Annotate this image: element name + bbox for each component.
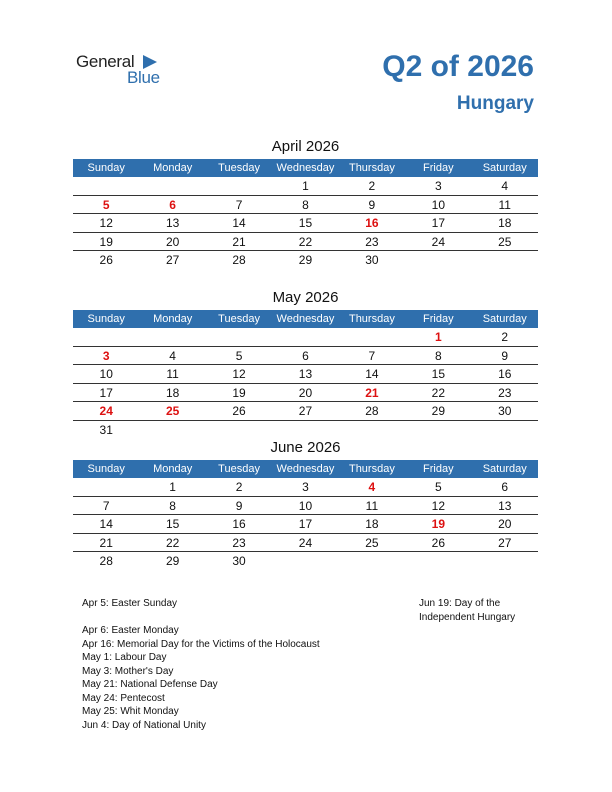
weekday-header-row (73, 159, 538, 177)
day-cell: 21 (232, 234, 246, 249)
holiday-note: May 1: Labour Day (82, 652, 167, 663)
day-cell: 29 (431, 404, 445, 418)
weekday-label: Wednesday (276, 463, 335, 475)
day-cell: 18 (498, 216, 512, 230)
holiday-note (82, 611, 320, 625)
day-cell (139, 421, 205, 439)
weekday-label: Saturday (482, 463, 527, 475)
day-cell: 27 (298, 404, 313, 418)
day-cell: 9 (501, 348, 509, 363)
day-cell: 6 (169, 197, 176, 212)
day-cell: 22 (298, 234, 313, 249)
day-cell (272, 328, 338, 346)
day-cell: 24 (431, 234, 445, 249)
week-row (73, 552, 538, 570)
logo-flag-icon (143, 55, 157, 69)
day-cell: 5 (235, 348, 243, 363)
day-cell: 19 (232, 385, 246, 400)
day-cell: 7 (368, 348, 376, 363)
day-cell (339, 421, 405, 439)
day-cell: 3 (102, 348, 110, 363)
weekday-label: Sunday (87, 162, 125, 174)
day-cell: 2 (368, 179, 376, 193)
day-cell: 28 (365, 404, 379, 418)
day-cell: 1 (169, 480, 176, 494)
month-calendar (73, 287, 538, 438)
day-cell (73, 177, 139, 195)
holiday-notes-left (82, 597, 320, 732)
weekday-label: Wednesday (276, 162, 335, 174)
day-cell (272, 421, 338, 439)
day-cell: 21 (365, 385, 379, 400)
weekday-header-row (73, 460, 538, 478)
day-cell: 21 (99, 535, 113, 550)
day-cell (472, 421, 538, 439)
day-cell: 26 (431, 535, 445, 550)
day-cell: 12 (99, 216, 113, 230)
day-cell: 22 (165, 535, 180, 550)
day-cell: 17 (99, 385, 113, 400)
week-row (73, 402, 538, 421)
day-cell: 12 (431, 498, 445, 513)
month-title: April 2026 (271, 138, 340, 155)
day-cell: 9 (368, 197, 376, 212)
holiday-note: May 25: Whit Monday (82, 706, 179, 717)
week-row (73, 177, 538, 196)
day-cell: 10 (431, 197, 445, 212)
day-cell: 27 (498, 535, 512, 550)
week-row (73, 515, 538, 534)
week-row (73, 196, 538, 215)
day-cell: 16 (498, 367, 512, 381)
day-cell (206, 177, 272, 195)
day-cell: 29 (165, 554, 180, 568)
day-cell: 10 (298, 498, 313, 513)
day-cell: 18 (165, 385, 180, 400)
weekday-label: Monday (153, 162, 193, 174)
day-cell: 16 (365, 216, 379, 230)
day-cell: 24 (298, 535, 313, 550)
day-cell: 20 (165, 234, 180, 249)
day-cell (73, 478, 139, 496)
week-row (73, 497, 538, 516)
day-cell: 27 (165, 253, 180, 267)
day-cell: 23 (498, 385, 512, 400)
weekday-label: Monday (153, 313, 193, 325)
day-cell: 4 (169, 348, 176, 363)
week-row (73, 347, 538, 366)
day-cell: 5 (102, 197, 110, 212)
day-cell (472, 552, 538, 570)
holiday-notes-right (419, 597, 515, 624)
day-cell: 30 (498, 404, 512, 418)
holiday-note: Jun 4: Day of National Unity (82, 719, 206, 731)
general-blue-logo (76, 52, 176, 88)
day-cell: 14 (365, 367, 379, 381)
day-cell: 31 (99, 422, 113, 437)
day-cell: 4 (368, 480, 376, 494)
holiday-note: Independent Hungary (419, 611, 516, 623)
week-row (73, 478, 538, 497)
day-cell: 7 (102, 498, 110, 513)
logo-text-blue: Blue (127, 68, 160, 87)
day-cell: 24 (99, 404, 113, 418)
day-cell: 2 (501, 330, 509, 344)
day-cell: 1 (434, 330, 442, 344)
day-cell: 26 (232, 404, 246, 418)
holiday-note: Apr 5: Easter Sunday (82, 598, 178, 609)
day-cell: 6 (501, 480, 509, 494)
weekday-header-row (73, 310, 538, 328)
day-cell (405, 552, 471, 570)
day-cell: 30 (232, 554, 246, 568)
logo-text-general: General (76, 52, 135, 71)
holiday-note: May 3: Mother's Day (82, 665, 174, 677)
weekday-label: Tuesday (218, 162, 260, 174)
day-cell (472, 251, 538, 269)
day-cell: 12 (232, 367, 246, 381)
week-row (73, 534, 538, 553)
day-cell: 22 (431, 385, 445, 400)
day-cell (206, 328, 272, 346)
week-row (73, 421, 538, 439)
weekday-label: Friday (423, 162, 454, 174)
weekday-label: Saturday (482, 162, 527, 174)
month-title: June 2026 (270, 439, 341, 456)
day-cell: 13 (498, 498, 512, 513)
day-cell: 15 (165, 517, 180, 531)
week-row (73, 365, 538, 384)
day-cell: 17 (431, 216, 445, 230)
day-cell: 11 (365, 498, 379, 513)
weekday-label: Friday (423, 313, 454, 325)
day-cell: 25 (365, 535, 379, 550)
day-cell: 18 (365, 517, 379, 531)
day-cell: 23 (232, 535, 246, 550)
weekday-label: Saturday (482, 313, 527, 325)
day-cell (339, 328, 405, 346)
day-cell (206, 421, 272, 439)
day-cell: 28 (99, 554, 113, 568)
week-row (73, 328, 538, 347)
day-cell: 11 (498, 197, 511, 212)
weekday-label: Wednesday (276, 313, 335, 325)
week-row (73, 214, 538, 233)
day-cell: 19 (99, 234, 113, 249)
day-cell: 28 (232, 253, 246, 267)
day-cell: 20 (498, 517, 512, 531)
day-cell: 7 (235, 197, 243, 212)
quarter-title: Q2 of 2026 (382, 50, 534, 83)
day-cell (339, 552, 405, 570)
day-cell: 26 (99, 253, 113, 267)
month-title: May 2026 (272, 289, 339, 306)
day-cell: 8 (169, 498, 176, 513)
weekday-label: Friday (423, 463, 454, 475)
day-cell: 11 (166, 367, 179, 381)
day-cell: 29 (298, 253, 313, 267)
day-cell: 17 (298, 517, 313, 531)
day-cell: 15 (431, 367, 445, 381)
day-cell: 3 (434, 179, 442, 193)
holiday-note: May 21: National Defense Day (82, 679, 218, 690)
weekday-label: Tuesday (218, 463, 260, 475)
day-cell: 13 (298, 367, 313, 381)
week-row (73, 233, 538, 252)
weekday-label: Thursday (348, 162, 395, 174)
day-cell: 4 (501, 179, 509, 193)
day-cell (73, 328, 139, 346)
weekday-label: Monday (153, 463, 193, 475)
day-cell: 6 (302, 348, 309, 363)
day-cell: 25 (165, 404, 180, 418)
day-cell: 15 (298, 216, 313, 230)
day-cell: 14 (232, 216, 246, 230)
day-cell: 5 (434, 480, 442, 494)
country-name: Hungary (456, 93, 534, 114)
day-cell: 25 (498, 234, 512, 249)
day-cell: 8 (434, 348, 442, 363)
day-cell: 10 (99, 367, 113, 381)
day-cell (405, 251, 471, 269)
day-cell (272, 552, 338, 570)
holiday-note: Apr 16: Memorial Day for the Victims of the Holocaust (82, 638, 320, 650)
weekday-label: Sunday (87, 313, 125, 325)
weekday-label: Thursday (348, 313, 395, 325)
day-cell: 2 (235, 480, 243, 494)
day-cell: 30 (365, 253, 379, 267)
month-calendar (73, 136, 538, 269)
month-calendar (73, 437, 538, 570)
week-row (73, 384, 538, 403)
day-cell: 13 (165, 216, 180, 230)
day-cell: 14 (99, 517, 113, 531)
day-cell: 9 (235, 498, 243, 513)
day-cell: 19 (431, 517, 445, 531)
holiday-note: May 24: Pentecost (82, 692, 165, 704)
week-row (73, 251, 538, 269)
weekday-label: Thursday (348, 463, 395, 475)
day-cell (139, 177, 205, 195)
weekday-label: Sunday (87, 463, 125, 475)
holiday-note: Apr 6: Easter Monday (82, 625, 179, 636)
day-cell: 23 (365, 234, 379, 249)
day-cell: 1 (302, 179, 309, 193)
holiday-note: Jun 19: Day of the (419, 598, 501, 609)
day-cell: 3 (302, 480, 309, 494)
day-cell: 20 (298, 385, 313, 400)
weekday-label: Tuesday (218, 313, 260, 325)
day-cell (405, 421, 471, 439)
day-cell: 16 (232, 517, 246, 531)
day-cell: 8 (302, 197, 309, 212)
day-cell (139, 328, 205, 346)
